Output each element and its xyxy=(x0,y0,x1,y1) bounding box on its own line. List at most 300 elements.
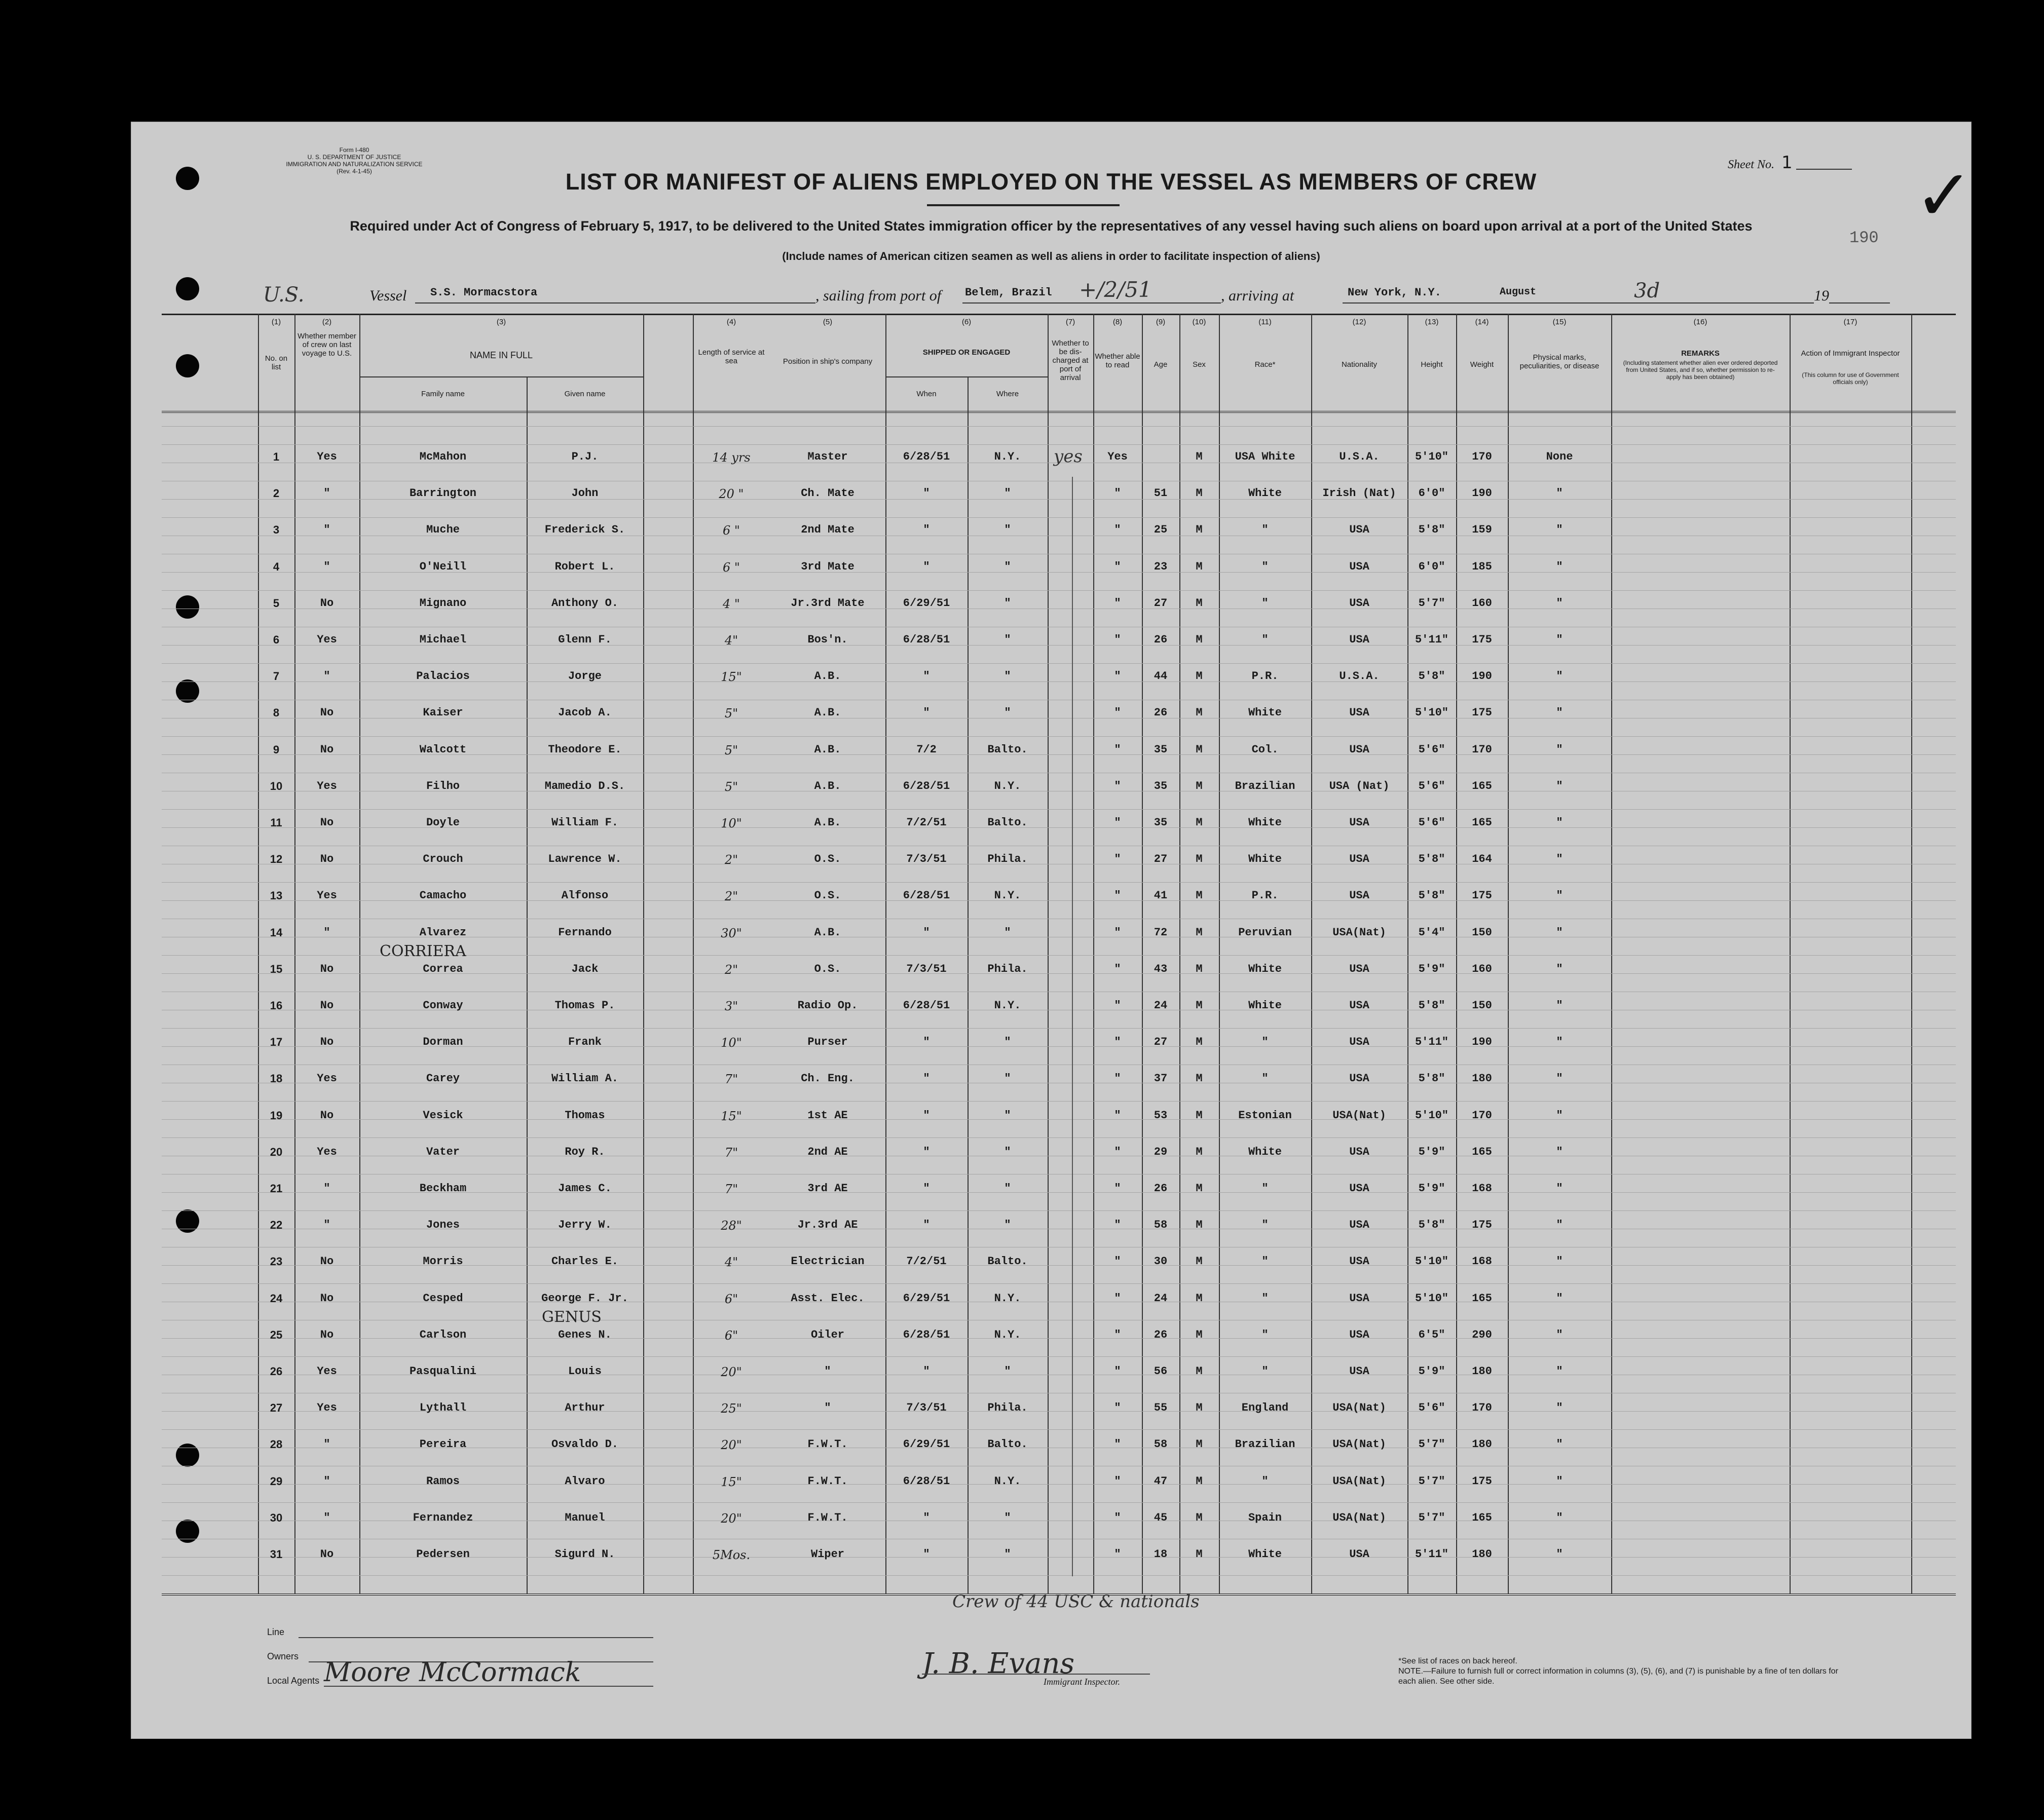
row-number: 27 xyxy=(270,1401,283,1414)
crew-last-voyage: " xyxy=(323,670,330,682)
shipped-where: " xyxy=(1004,1219,1011,1231)
shipped-where: " xyxy=(1004,1109,1011,1122)
age: 35 xyxy=(1154,816,1168,829)
page-stamp: 190 xyxy=(1849,229,1879,247)
physical-marks: " xyxy=(1556,1146,1563,1158)
inspector-signature: J. B. Evans xyxy=(922,1647,1075,1680)
family-name: Carlson xyxy=(419,1329,467,1341)
shipped-where: N.Y. xyxy=(994,1292,1021,1305)
ship-position: A.B. xyxy=(814,743,841,756)
weight: 165 xyxy=(1472,1511,1492,1524)
ruled-line xyxy=(162,1283,1956,1284)
shipped-where: Balto. xyxy=(987,743,1028,756)
col-header-discharged: Whether to be dis-charged at port of arrival xyxy=(1052,339,1089,382)
physical-marks: " xyxy=(1556,560,1563,573)
row-number: 17 xyxy=(270,1036,283,1048)
race: White xyxy=(1248,963,1282,975)
shipped-where: N.Y. xyxy=(994,999,1021,1012)
shipped-when: " xyxy=(923,560,930,573)
length-of-service: 20 " xyxy=(719,487,744,501)
ruled-line xyxy=(162,426,1956,427)
name-correction-handwritten: CORRIERA xyxy=(380,942,466,960)
ship-position: A.B. xyxy=(814,780,841,792)
sheet-label: Sheet No. xyxy=(1728,158,1774,171)
length-of-service: 25" xyxy=(721,1401,742,1416)
height: 5'6" xyxy=(1418,1401,1445,1414)
height: 5'8" xyxy=(1418,1072,1445,1085)
sex: M xyxy=(1196,1475,1203,1488)
length-of-service: 6 " xyxy=(723,560,740,575)
nationality: USA xyxy=(1349,889,1369,902)
family-name: Fernandez xyxy=(413,1511,473,1524)
family-name: Kaiser xyxy=(423,706,463,719)
length-of-service: 2" xyxy=(724,963,738,977)
age: 44 xyxy=(1154,670,1168,682)
sex: M xyxy=(1196,1072,1203,1085)
family-name: Morris xyxy=(423,1255,463,1268)
weight: 165 xyxy=(1472,816,1492,829)
nationality: USA xyxy=(1349,743,1369,756)
row-number: 29 xyxy=(270,1475,283,1488)
table-top-rule xyxy=(162,314,1956,315)
nationality: USA xyxy=(1349,1548,1369,1561)
height: 5'11" xyxy=(1415,633,1448,646)
able-to-read: " xyxy=(1114,487,1121,500)
physical-marks: " xyxy=(1556,816,1563,829)
row-number: 30 xyxy=(270,1511,283,1524)
crew-last-voyage: No xyxy=(320,853,334,865)
shipped-where: " xyxy=(1004,1036,1011,1048)
footer-note xyxy=(1398,1656,1854,1687)
height: 5'10" xyxy=(1415,1109,1448,1122)
race: Peruvian xyxy=(1238,926,1292,939)
shipped-when: 6/28/51 xyxy=(903,450,950,463)
shipped-when: 6/28/51 xyxy=(903,780,950,792)
row-number: 1 xyxy=(273,450,280,463)
ruled-line xyxy=(162,1575,1956,1576)
discharge-ditto-line xyxy=(1072,477,1073,1576)
sex: M xyxy=(1196,1146,1203,1158)
sex: M xyxy=(1196,1219,1203,1231)
age: 56 xyxy=(1154,1365,1168,1378)
nationality: USA xyxy=(1349,706,1369,719)
row-number: 13 xyxy=(270,889,283,902)
crew-last-voyage: " xyxy=(323,487,330,500)
height: 5'9" xyxy=(1418,1146,1445,1158)
physical-marks: " xyxy=(1556,999,1563,1012)
ship-position: O.S. xyxy=(814,963,841,975)
nationality: USA xyxy=(1349,816,1369,829)
age: 26 xyxy=(1154,1329,1168,1341)
col-header-age: Age xyxy=(1154,360,1168,369)
shipped-subheader-rule xyxy=(885,376,1048,377)
race: White xyxy=(1248,999,1282,1012)
given-name: Jorge xyxy=(568,670,602,682)
col-header-family: Family name xyxy=(421,390,465,398)
nationality: USA (Nat) xyxy=(1329,780,1390,792)
shipped-where: Phila. xyxy=(987,963,1028,975)
given-name: Glenn F. xyxy=(558,633,612,646)
ship-position: A.B. xyxy=(814,926,841,939)
age: 37 xyxy=(1154,1072,1168,1085)
given-name: James C. xyxy=(558,1182,612,1195)
header-bottom-rule xyxy=(162,411,1956,413)
row-number: 25 xyxy=(270,1329,283,1341)
physical-marks: None xyxy=(1546,450,1573,463)
family-name: Pasqualini xyxy=(409,1365,477,1378)
shipped-where: " xyxy=(1004,597,1011,610)
family-name: Carey xyxy=(426,1072,460,1085)
given-name: Osvaldo D. xyxy=(551,1438,619,1451)
sex: M xyxy=(1196,706,1203,719)
age: 24 xyxy=(1154,1292,1168,1305)
given-name: George F. Jr. xyxy=(541,1292,628,1305)
shipped-where: " xyxy=(1004,633,1011,646)
shipped-when: " xyxy=(923,1109,930,1122)
given-name: Theodore E. xyxy=(548,743,622,756)
crew-last-voyage: No xyxy=(320,1329,334,1341)
weight: 170 xyxy=(1472,743,1492,756)
punch-hole xyxy=(176,277,199,300)
row-number: 8 xyxy=(273,706,280,719)
name-correction-handwritten: GENUS xyxy=(542,1308,602,1326)
document-instruction: (Include names of American citizen seamen as well as aliens in order to facilitate inspection of aliens) xyxy=(782,250,1320,262)
family-name: Jones xyxy=(426,1219,460,1231)
length-of-service: 7" xyxy=(724,1072,738,1086)
height: 5'10" xyxy=(1415,706,1448,719)
age: 41 xyxy=(1154,889,1168,902)
year-label: 19 xyxy=(1814,287,1829,304)
shipped-where: " xyxy=(1004,1511,1011,1524)
able-to-read: " xyxy=(1114,780,1121,792)
ship-position: Wiper xyxy=(810,1548,844,1561)
physical-marks: " xyxy=(1556,1365,1563,1378)
ruled-line xyxy=(162,590,1956,591)
ship-position: Ch. Eng. xyxy=(801,1072,854,1085)
sex: M xyxy=(1196,1255,1203,1268)
shipped-when: " xyxy=(923,487,930,500)
col-number: (17) xyxy=(1843,318,1857,326)
punch-hole xyxy=(176,354,199,377)
shipped-when: " xyxy=(923,1146,930,1158)
crew-last-voyage: No xyxy=(320,743,334,756)
nationality: Irish (Nat) xyxy=(1322,487,1396,500)
title-rule xyxy=(927,204,1120,206)
length-of-service: 6" xyxy=(724,1329,738,1343)
crew-last-voyage: " xyxy=(323,1475,330,1488)
race: Brazilian xyxy=(1235,1438,1295,1451)
shipped-when: " xyxy=(923,1182,930,1195)
col-header-position: Position in ship's company xyxy=(783,357,873,366)
able-to-read: " xyxy=(1114,1036,1121,1048)
col-header-shipped: SHIPPED OR ENGAGED xyxy=(922,348,1011,357)
length-of-service: 28" xyxy=(721,1219,742,1233)
family-name: McMahon xyxy=(419,450,467,463)
weight: 159 xyxy=(1472,523,1492,536)
col-header-race: Race* xyxy=(1254,360,1276,369)
length-of-service: 14 yrs xyxy=(712,450,751,465)
shipped-where: N.Y. xyxy=(994,889,1021,902)
height: 5'11" xyxy=(1415,1036,1448,1048)
shipped-when: " xyxy=(923,706,930,719)
given-name: Thomas P. xyxy=(554,999,615,1012)
ship-position: Ch. Mate xyxy=(801,487,854,500)
able-to-read: " xyxy=(1114,853,1121,865)
shipped-where: Phila. xyxy=(987,1401,1028,1414)
ship-position: F.W.T. xyxy=(807,1475,848,1488)
col-header-height: Height xyxy=(1421,360,1443,369)
department-name: U. S. DEPARTMENT OF JUSTICE xyxy=(307,154,401,161)
row-number: 20 xyxy=(270,1146,283,1158)
age: 58 xyxy=(1154,1438,1168,1451)
row-number: 5 xyxy=(273,597,280,610)
crew-last-voyage: No xyxy=(320,816,334,829)
punch-hole xyxy=(176,1520,199,1543)
col-header-weight: Weight xyxy=(1470,360,1494,369)
col-header-crew: Whether member of crew on last voyage to U.S. xyxy=(298,332,356,358)
shipped-where: " xyxy=(1004,706,1011,719)
nationality: USA xyxy=(1349,1329,1369,1341)
physical-marks: " xyxy=(1556,853,1563,865)
sex: M xyxy=(1196,743,1203,756)
row-number: 11 xyxy=(270,816,282,829)
line-underline xyxy=(299,1637,653,1638)
nationality: USA xyxy=(1349,1365,1369,1378)
given-name: Lawrence W. xyxy=(548,853,622,865)
physical-marks: " xyxy=(1556,1401,1563,1414)
nationality: USA xyxy=(1349,1036,1369,1048)
col-header-sex: Sex xyxy=(1193,360,1206,369)
manifest-sheet xyxy=(131,122,1972,1739)
race: " xyxy=(1261,1475,1269,1488)
given-name: William F. xyxy=(551,816,619,829)
family-name: Palacios xyxy=(416,670,470,682)
able-to-read: " xyxy=(1114,1292,1121,1305)
able-to-read: " xyxy=(1114,1072,1121,1085)
nationality: USA xyxy=(1349,1182,1369,1195)
length-of-service: 5" xyxy=(724,743,738,757)
weight: 175 xyxy=(1472,889,1492,902)
weight: 160 xyxy=(1472,597,1492,610)
port-underline xyxy=(962,302,1221,304)
col-number: (3) xyxy=(496,318,506,326)
given-name: P.J. xyxy=(571,450,599,463)
shipped-where: " xyxy=(1004,560,1011,573)
ship-position: Purser xyxy=(807,1036,848,1048)
nationality: USA(Nat) xyxy=(1332,1475,1386,1488)
weight: 290 xyxy=(1472,1329,1492,1341)
physical-marks: " xyxy=(1556,523,1563,536)
weight: 175 xyxy=(1472,1219,1492,1231)
crew-last-voyage: No xyxy=(320,1036,334,1048)
height: 5'7" xyxy=(1418,1511,1445,1524)
col-header-no: No. on list xyxy=(265,354,288,371)
age: 51 xyxy=(1154,487,1168,500)
col-header-marks: Physical marks, peculiarities, or disease xyxy=(1519,353,1600,370)
ruled-line xyxy=(162,809,1956,810)
family-name: Dorman xyxy=(423,1036,463,1048)
able-to-read: " xyxy=(1114,1401,1121,1414)
able-to-read: " xyxy=(1114,1255,1121,1268)
race: " xyxy=(1261,560,1269,573)
family-name: Beckham xyxy=(419,1182,467,1195)
family-name: Doyle xyxy=(426,816,460,829)
able-to-read: " xyxy=(1114,963,1121,975)
shipped-where: " xyxy=(1004,1182,1011,1195)
sheet-value: 1 xyxy=(1781,153,1793,173)
length-of-service: 2" xyxy=(724,853,738,867)
crew-last-voyage: " xyxy=(323,560,330,573)
length-of-service: 7" xyxy=(724,1146,738,1160)
ship-position: Jr.3rd Mate xyxy=(791,597,865,610)
document-title: LIST OR MANIFEST OF ALIENS EMPLOYED ON THE VESSEL AS MEMBERS OF CREW xyxy=(565,169,1537,195)
row-number: 4 xyxy=(273,560,280,573)
able-to-read: " xyxy=(1114,816,1121,829)
row-number: 2 xyxy=(273,487,280,500)
shipped-where: " xyxy=(1004,1146,1011,1158)
race: Estonian xyxy=(1238,1109,1292,1122)
col-header-read: Whether able to read xyxy=(1095,352,1140,369)
weight: 170 xyxy=(1472,450,1492,463)
crew-last-voyage: Yes xyxy=(317,633,337,646)
nationality: USA xyxy=(1349,597,1369,610)
nationality: USA(Nat) xyxy=(1332,926,1386,939)
given-name: Alfonso xyxy=(561,889,609,902)
length-of-service: 3" xyxy=(724,999,738,1013)
family-name: Pereira xyxy=(419,1438,467,1451)
physical-marks: " xyxy=(1556,1438,1563,1451)
given-name: Louis xyxy=(568,1365,602,1378)
shipped-when: " xyxy=(923,1511,930,1524)
race: " xyxy=(1261,1036,1269,1048)
col-number: (10) xyxy=(1192,318,1206,326)
height: 5'10" xyxy=(1415,1255,1448,1268)
ship-position: " xyxy=(824,1365,831,1378)
family-name: Muche xyxy=(426,523,460,536)
nationality: USA(Nat) xyxy=(1332,1109,1386,1122)
form-number: Form I-480 xyxy=(339,146,369,154)
inspector-label: Immigrant Inspector. xyxy=(1044,1677,1120,1687)
nationality: USA xyxy=(1349,999,1369,1012)
family-name: Vater xyxy=(426,1146,460,1158)
arrival-port: New York, N.Y. xyxy=(1348,286,1441,299)
race: England xyxy=(1241,1401,1289,1414)
given-name: John xyxy=(571,487,599,500)
row-number: 9 xyxy=(273,743,280,756)
race: " xyxy=(1261,597,1269,610)
crew-last-voyage: Yes xyxy=(317,1072,337,1085)
crew-last-voyage: No xyxy=(320,597,334,610)
column-rule xyxy=(1048,314,1049,1594)
family-name: Ramos xyxy=(426,1475,460,1488)
age: 30 xyxy=(1154,1255,1168,1268)
physical-marks: " xyxy=(1556,597,1563,610)
age: 29 xyxy=(1154,1146,1168,1158)
physical-marks: " xyxy=(1556,1329,1563,1341)
ship-position: A.B. xyxy=(814,816,841,829)
shipped-where: " xyxy=(1004,1548,1011,1561)
col-number: (13) xyxy=(1425,318,1439,326)
physical-marks: " xyxy=(1556,1182,1563,1195)
shipped-when: 6/29/51 xyxy=(903,1292,950,1305)
sex: M xyxy=(1196,1292,1203,1305)
sex: M xyxy=(1196,1548,1203,1561)
row-number: 31 xyxy=(270,1548,283,1561)
row-number: 3 xyxy=(273,523,280,536)
col-header-action-note: (This column for use of Government officials only) xyxy=(1802,371,1899,386)
shipped-when: " xyxy=(923,1219,930,1231)
sex: M xyxy=(1196,853,1203,865)
crew-last-voyage: " xyxy=(323,926,330,939)
given-name: Alvaro xyxy=(565,1475,605,1488)
shipped-where: N.Y. xyxy=(994,780,1021,792)
race: USA White xyxy=(1235,450,1295,463)
ship-position: Oiler xyxy=(810,1329,844,1341)
race: White xyxy=(1248,816,1282,829)
sex: M xyxy=(1196,487,1203,500)
weight: 168 xyxy=(1472,1182,1492,1195)
col-number: (11) xyxy=(1258,318,1272,326)
ship-position: 1st AE xyxy=(807,1109,848,1122)
ship-position: A.B. xyxy=(814,670,841,682)
sex: M xyxy=(1196,1365,1203,1378)
col-number: (2) xyxy=(322,318,332,326)
weight: 165 xyxy=(1472,1292,1492,1305)
height: 5'7" xyxy=(1418,597,1445,610)
col-header-where: Where xyxy=(996,390,1019,398)
physical-marks: " xyxy=(1556,889,1563,902)
col-number: (14) xyxy=(1475,318,1489,326)
ship-position: F.W.T. xyxy=(807,1438,848,1451)
given-name: Jacob A. xyxy=(558,706,612,719)
column-rule xyxy=(1911,314,1912,1594)
shipped-when: 7/2 xyxy=(916,743,937,756)
sex: M xyxy=(1196,523,1203,536)
shipped-where: Phila. xyxy=(987,853,1028,865)
sex: M xyxy=(1196,1182,1203,1195)
crew-last-voyage: No xyxy=(320,963,334,975)
height: 5'8" xyxy=(1418,853,1445,865)
able-to-read: " xyxy=(1114,1548,1121,1561)
nationality: USA xyxy=(1349,853,1369,865)
weight: 168 xyxy=(1472,1255,1492,1268)
ruled-line xyxy=(162,882,1956,883)
length-of-service: 4" xyxy=(724,633,738,648)
weight: 170 xyxy=(1472,1109,1492,1122)
ship-position: Master xyxy=(807,450,848,463)
sex: M xyxy=(1196,670,1203,682)
shipped-when: 6/28/51 xyxy=(903,1329,950,1341)
given-name: Anthony O. xyxy=(551,597,619,610)
weight: 175 xyxy=(1472,633,1492,646)
row-number: 16 xyxy=(270,999,283,1012)
able-to-read: " xyxy=(1114,1438,1121,1451)
able-to-read: " xyxy=(1114,670,1121,682)
row-number: 24 xyxy=(270,1292,283,1305)
physical-marks: " xyxy=(1556,743,1563,756)
shipped-where: " xyxy=(1004,487,1011,500)
age: 27 xyxy=(1154,597,1168,610)
nationality: USA xyxy=(1349,1146,1369,1158)
shipped-when: 6/28/51 xyxy=(903,889,950,902)
ship-position: A.B. xyxy=(814,706,841,719)
sex: M xyxy=(1196,1438,1203,1451)
row-number: 21 xyxy=(270,1182,283,1195)
family-name: Michael xyxy=(419,633,467,646)
crew-last-voyage: No xyxy=(320,1548,334,1561)
age: 43 xyxy=(1154,963,1168,975)
col-number: (7) xyxy=(1065,318,1075,326)
